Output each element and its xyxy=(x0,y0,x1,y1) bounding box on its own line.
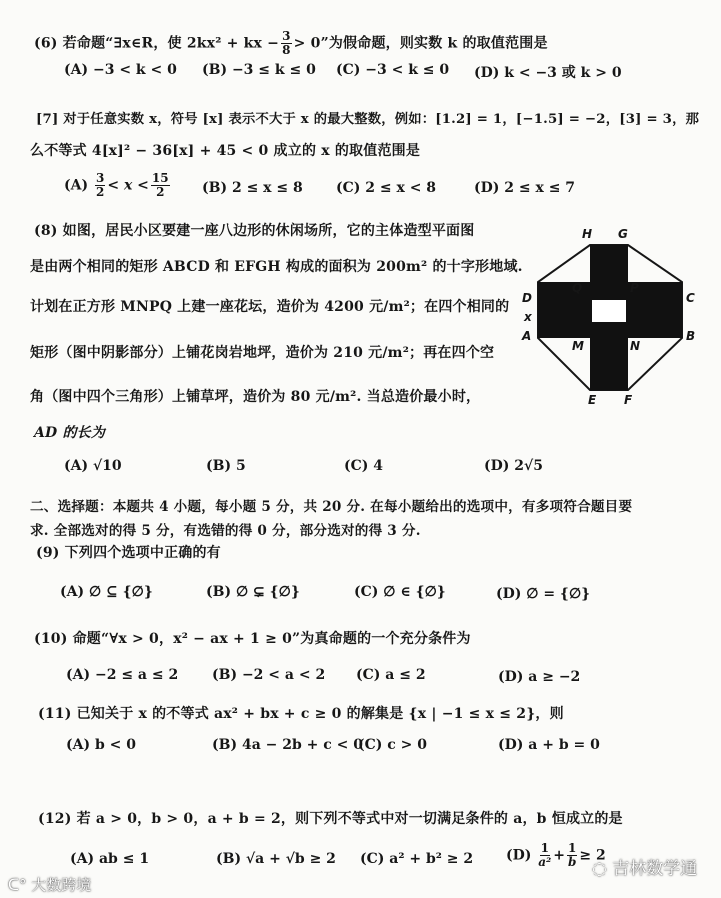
watermark-left-text: 大数跨境 xyxy=(31,876,92,894)
option-label: (D) xyxy=(506,847,532,864)
q11-option-d: (D) a + b = 0 xyxy=(498,737,600,753)
square-mnpq xyxy=(592,300,626,322)
option-label: (A) xyxy=(64,177,89,194)
q9-option-c: (C) ∅ ∈ {∅} xyxy=(354,584,446,600)
fraction xyxy=(281,30,292,57)
label-d: D xyxy=(522,291,532,305)
q6-number: (6) xyxy=(34,35,58,52)
octagon-figure xyxy=(510,222,710,412)
q11-stem: (11) 已知关于 x 的不等式 ax² + bx + c ≥ 0 的解集是 {x | −1 ≤ x ≤ 2}，则 xyxy=(38,706,564,722)
q9-option-d: (D) ∅ = {∅} xyxy=(496,586,591,602)
fraction xyxy=(151,172,170,199)
label-n: N xyxy=(630,339,641,353)
q6-option-d: (D) k < −3 或 k > 0 xyxy=(474,65,622,81)
label-x: x xyxy=(524,310,532,324)
q10-option-c: (C) a ≤ 2 xyxy=(356,667,426,683)
denominator: b xyxy=(568,855,577,869)
denominator: 2 xyxy=(96,185,105,199)
section-2-instructions-2: 求. 全部选对的得 5 分，有选错的得 0 分，部分选对的得 3 分. xyxy=(30,523,421,539)
q12-option-a: (A) ab ≤ 1 xyxy=(70,851,150,867)
q6-option-c: (C) −3 < k ≤ 0 xyxy=(336,62,450,78)
q7-option-c: (C) 2 ≤ x < 8 xyxy=(336,180,437,196)
q8-option-d: (D) 2√5 xyxy=(484,458,543,474)
numerator: 15 xyxy=(151,171,169,185)
q8-line-5: 角（图中四个三角形）上铺草坪，造价为 80 元/m². 当总造价最小时， xyxy=(30,389,481,405)
q11-option-a: (A) b < 0 xyxy=(66,737,136,753)
q6-option-a: (A) −3 < k < 0 xyxy=(64,62,177,78)
q8-line-4: 矩形（图中阴影部分）上铺花岗岩地坪，造价为 210 元/m²；再在四个空 xyxy=(30,345,495,361)
inequality: < x < xyxy=(107,177,149,194)
q6-stem-part: > 0”为假命题，则实数 k 的取值范围是 xyxy=(293,35,548,52)
fraction xyxy=(95,172,105,199)
fraction xyxy=(538,842,551,869)
label-c: C xyxy=(686,291,695,305)
watermark-right xyxy=(592,854,697,879)
q12-option-b: (B) √a + √b ≥ 2 xyxy=(216,851,336,867)
fraction xyxy=(567,842,577,869)
label-p: P xyxy=(630,281,639,295)
label-q: Q xyxy=(572,281,583,295)
q7-line-1: [7] 对于任意实数 x，符号 [x] 表示不大于 x 的最大整数，例如：[1.2] = 1，[−1.5] = −2，[3] = 3，那 xyxy=(36,112,700,127)
q10-option-a: (A) −2 ≤ a ≤ 2 xyxy=(66,667,179,683)
q7-option-a xyxy=(64,172,172,199)
plus: + xyxy=(553,847,566,864)
q6-stem xyxy=(34,30,548,57)
q6-option-b: (B) −3 ≤ k ≤ 0 xyxy=(202,62,316,78)
q12-option-d xyxy=(506,842,606,869)
q12-stem: (12) 若 a > 0，b > 0，a + b = 2，则下列不等式中对一切满足条件的 a，b 恒成立的是 xyxy=(38,811,623,827)
numerator: 1 xyxy=(540,841,549,855)
q8-line-3: 计划在正方形 MNPQ 上建一座花坛，造价为 4200 元/m²；在四个相同的 xyxy=(30,299,510,315)
numerator: 1 xyxy=(568,841,577,855)
q10-option-d: (D) a ≥ −2 xyxy=(498,669,581,685)
q8-line-6: AD 的长为 xyxy=(34,425,106,441)
watermark-logo-icon: ᑕ° xyxy=(8,876,27,894)
q9-option-a: (A) ∅ ⊆ {∅} xyxy=(60,584,153,600)
wechat-logo-icon: ◌ xyxy=(592,859,607,879)
q9-stem: (9) 下列四个选项中正确的有 xyxy=(36,545,221,561)
label-a: A xyxy=(522,329,532,343)
q11-option-b: (B) 4a − 2b + c < 0 xyxy=(212,737,363,753)
denominator: 8 xyxy=(282,43,291,57)
q7-option-b: (B) 2 ≤ x ≤ 8 xyxy=(202,180,303,196)
q9-option-b: (B) ∅ ⊊ {∅} xyxy=(206,584,300,600)
q8-line-2: 是由两个相同的矩形 ABCD 和 EFGH 构成的面积为 200m² 的十字形地域. xyxy=(30,259,523,275)
q8-option-c: (C) 4 xyxy=(344,458,384,474)
q12-option-c: (C) a² + b² ≥ 2 xyxy=(360,851,474,867)
q7-line-2: 么不等式 4[x]² − 36[x] + 45 < 0 成立的 x 的取值范围是 xyxy=(30,143,421,159)
watermark-right-text: 吉林数学通 xyxy=(612,859,698,879)
label-m: M xyxy=(572,339,584,353)
watermark-left xyxy=(8,874,91,895)
q8-option-a: (A) √10 xyxy=(64,458,122,474)
q7-option-d: (D) 2 ≤ x ≤ 7 xyxy=(474,180,576,196)
q6-stem-part: 若命题“∃x∈R，使 2kx² + kx − xyxy=(62,35,280,52)
denominator: 2 xyxy=(156,185,165,199)
numerator: 3 xyxy=(282,29,291,43)
denominator: a² xyxy=(538,855,552,869)
q8-option-b: (B) 5 xyxy=(206,458,246,474)
label-f: F xyxy=(624,393,633,407)
label-g: G xyxy=(618,227,628,241)
q11-option-c: (C) c > 0 xyxy=(358,737,428,753)
section-2-instructions-1: 二、选择题：本题共 4 小题，每小题 5 分，共 20 分. 在每小题给出的选项中，有多项符合题目要 xyxy=(30,499,633,515)
numerator: 3 xyxy=(96,171,105,185)
label-b: B xyxy=(686,329,696,343)
q10-option-b: (B) −2 < a < 2 xyxy=(212,667,326,683)
label-e: E xyxy=(588,393,597,407)
q10-stem: (10) 命题“∀x > 0，x² − ax + 1 ≥ 0”为真命题的一个充分条件为 xyxy=(34,631,471,647)
q8-line-1: (8) 如图，居民小区要建一座八边形的休闲场所，它的主体造型平面图 xyxy=(34,223,475,239)
label-h: H xyxy=(582,227,593,241)
inequality-tail: ≥ 2 xyxy=(579,847,606,864)
